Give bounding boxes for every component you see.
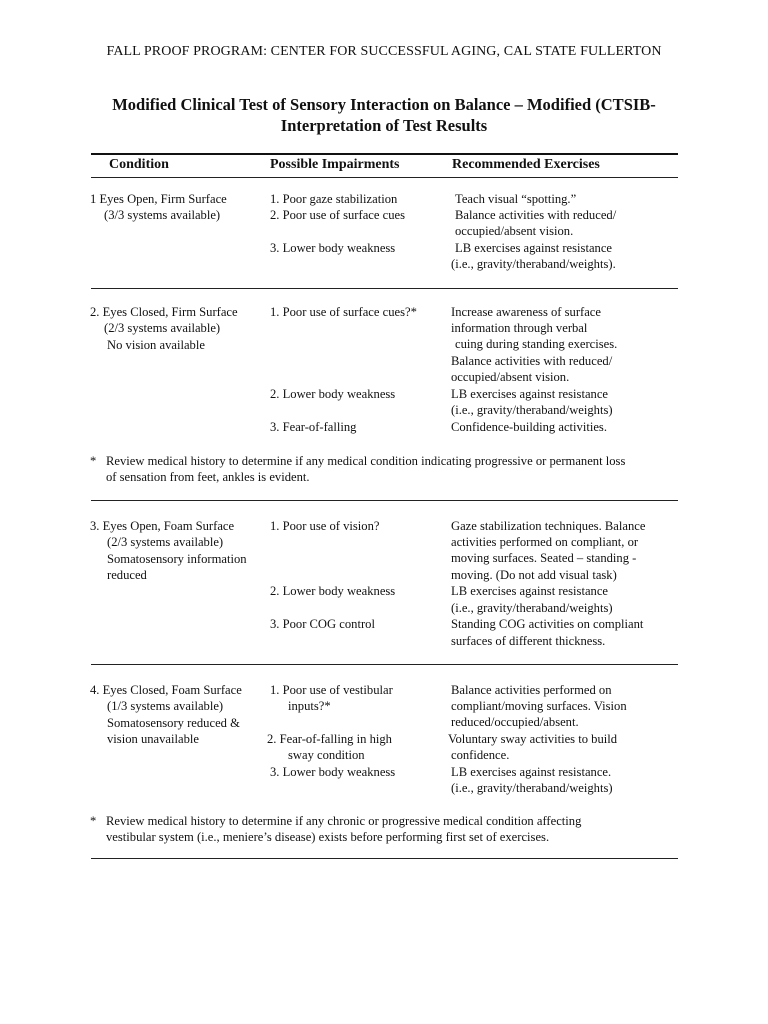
condition-cell bbox=[90, 682, 270, 747]
footnote-text: Review medical history to determine if any medical condition indicating progressive or permanent loss bbox=[106, 454, 626, 468]
impairment-item: 2. Fear-of-falling in high bbox=[267, 732, 392, 746]
impairment-item-cont: inputs?* bbox=[288, 699, 331, 713]
column-header-impairments: Possible Impairments bbox=[270, 157, 400, 172]
exercise-item-cont: cuing during standing exercises. bbox=[455, 337, 618, 351]
exercise-item: Increase awareness of surface bbox=[451, 305, 601, 319]
exercise-item-cont: compliant/moving surfaces. Vision bbox=[451, 699, 627, 713]
condition-detail: (1/3 systems available) bbox=[107, 699, 224, 714]
footnote-text: Review medical history to determine if any chronic or progressive medical condition affecting bbox=[106, 814, 582, 828]
condition-detail: Somatosensory reduced & bbox=[107, 715, 240, 730]
exercise-item-cont: (i.e., gravity/theraband/weights) bbox=[451, 781, 613, 795]
program-header: FALL PROOF PROGRAM: CENTER FOR SUCCESSFUL AGING, CAL STATE FULLERTON bbox=[106, 44, 662, 59]
condition-detail: Somatosensory information bbox=[107, 551, 247, 566]
title-line-2: Interpretation of Test Results bbox=[280, 116, 488, 135]
impairment-item: 1. Poor use of surface cues?* bbox=[270, 305, 417, 319]
table-top-rule bbox=[91, 153, 678, 155]
impairment-item-cont: sway condition bbox=[288, 748, 365, 762]
exercise-item: Standing COG activities on compliant bbox=[451, 617, 644, 631]
column-header-condition: Condition bbox=[109, 157, 169, 172]
impairment-item: 1. Poor gaze stabilization bbox=[270, 192, 398, 206]
exercise-item-cont: (i.e., gravity/theraband/weights) bbox=[451, 403, 613, 417]
exercise-item: LB exercises against resistance bbox=[451, 584, 609, 598]
impairment-item: 3. Lower body weakness bbox=[270, 765, 396, 779]
footnote-1 bbox=[90, 453, 690, 486]
exercise-item-cont: Balance activities with reduced/ bbox=[451, 354, 613, 368]
impairment-item: 3. Lower body weakness bbox=[270, 241, 396, 255]
document-title bbox=[60, 94, 708, 136]
table-bottom-rule bbox=[91, 858, 678, 859]
impairment-item: 3. Fear-of-falling bbox=[270, 420, 357, 434]
exercise-item-cont: moving. (Do not add visual task) bbox=[451, 568, 617, 582]
footnote-text-cont: vestibular system (i.e., meniere’s disease) exists before performing first set of exercises. bbox=[106, 830, 550, 845]
condition-cell bbox=[90, 304, 270, 353]
title-line-1: Modified Clinical Test of Sensory Interaction on Balance – Modified (CTSIB- bbox=[112, 95, 656, 114]
section-divider bbox=[91, 500, 678, 501]
exercise-item-cont: reduced/occupied/absent. bbox=[451, 715, 579, 729]
exercise-item: LB exercises against resistance. bbox=[451, 765, 612, 779]
condition-title: 2. Eyes Closed, Firm Surface bbox=[90, 305, 238, 319]
exercise-item-cont: surfaces of different thickness. bbox=[451, 634, 606, 648]
exercise-item: Voluntary sway activities to build bbox=[448, 732, 618, 746]
exercise-item-cont: occupied/absent vision. bbox=[451, 370, 570, 384]
exercise-item-cont: confidence. bbox=[451, 748, 510, 762]
condition-cell bbox=[90, 191, 270, 224]
condition-title: 1 Eyes Open, Firm Surface bbox=[90, 192, 227, 206]
condition-title: 3. Eyes Open, Foam Surface bbox=[90, 519, 235, 533]
footnote-2 bbox=[90, 813, 690, 846]
exercise-item: Confidence-building activities. bbox=[451, 420, 607, 434]
exercise-item: Balance activities performed on bbox=[451, 683, 612, 697]
condition-detail: (3/3 systems available) bbox=[104, 208, 221, 223]
footnote-marker: * bbox=[90, 814, 97, 828]
column-header-exercises: Recommended Exercises bbox=[452, 157, 600, 172]
condition-detail: reduced bbox=[107, 567, 147, 582]
exercise-item: LB exercises against resistance bbox=[455, 241, 613, 255]
condition-cell bbox=[90, 518, 270, 583]
exercise-item: Teach visual “spotting.” bbox=[455, 192, 577, 206]
exercise-item-cont: occupied/absent vision. bbox=[455, 224, 574, 238]
exercise-item-cont: (i.e., gravity/theraband/weights) bbox=[451, 601, 613, 615]
impairment-item: 3. Poor COG control bbox=[270, 617, 375, 631]
column-header-rule bbox=[91, 177, 678, 178]
condition-detail: No vision available bbox=[107, 337, 205, 352]
impairment-item: 2. Lower body weakness bbox=[270, 584, 396, 598]
exercise-item: LB exercises against resistance bbox=[451, 387, 609, 401]
condition-detail: vision unavailable bbox=[107, 731, 199, 746]
footnote-text-cont: of sensation from feet, ankles is evident. bbox=[106, 470, 310, 485]
section-divider bbox=[91, 664, 678, 665]
impairment-item: 1. Poor use of vision? bbox=[270, 519, 380, 533]
section-divider bbox=[91, 288, 678, 289]
exercise-item: Gaze stabilization techniques. Balance bbox=[451, 519, 646, 533]
condition-detail: (2/3 systems available) bbox=[107, 535, 224, 550]
exercise-item-cont: activities performed on compliant, or bbox=[451, 535, 639, 549]
exercise-item-cont: (i.e., gravity/theraband/weights). bbox=[451, 257, 616, 271]
impairment-item: 2. Lower body weakness bbox=[270, 387, 396, 401]
condition-detail: (2/3 systems available) bbox=[104, 321, 221, 336]
exercise-item: Balance activities with reduced/ bbox=[455, 208, 617, 222]
impairment-item: 1. Poor use of vestibular bbox=[270, 683, 393, 697]
exercise-item-cont: information through verbal bbox=[451, 321, 588, 335]
exercise-item-cont: moving surfaces. Seated – standing - bbox=[451, 551, 637, 565]
footnote-marker: * bbox=[90, 454, 97, 468]
impairment-item: 2. Poor use of surface cues bbox=[270, 208, 405, 222]
condition-title: 4. Eyes Closed, Foam Surface bbox=[90, 683, 242, 697]
